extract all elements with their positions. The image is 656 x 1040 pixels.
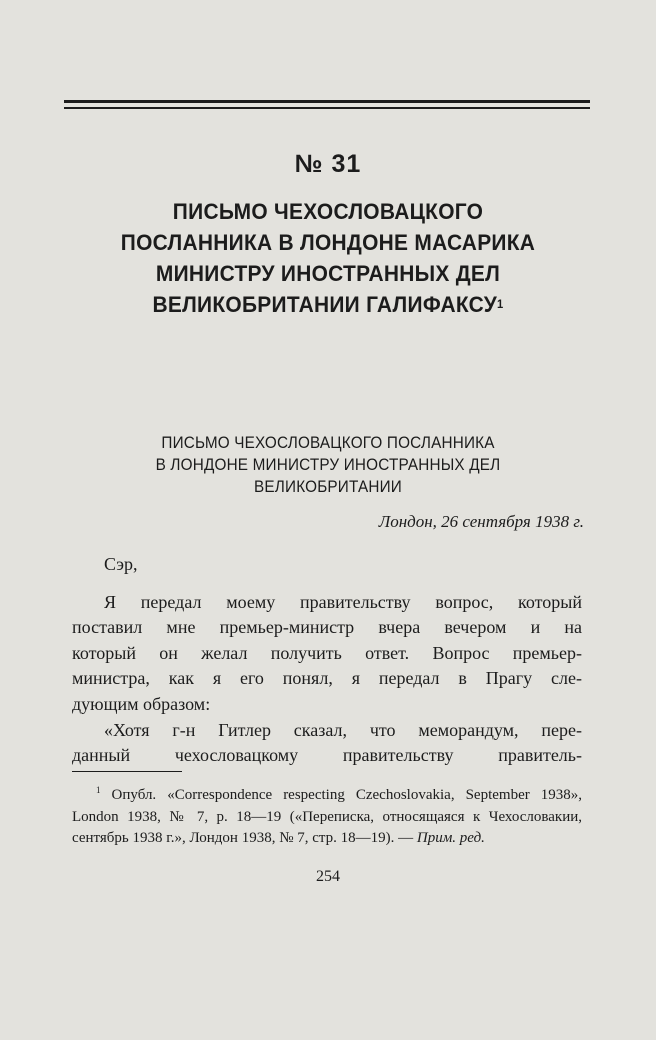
document-number: № 31	[294, 150, 362, 178]
subtitle-line: ВЕЛИКОБРИТАНИИ	[254, 477, 402, 496]
page-number: 254	[316, 868, 340, 885]
body-line: министра, как я его понял, я передал в Прагу сле-	[72, 668, 582, 689]
title-line-last	[60, 289, 596, 320]
title-line: МИНИСТРУ ИНОСТРАННЫХ ДЕЛ	[155, 261, 501, 286]
footnote	[72, 780, 582, 850]
footnote-body: Опубл. «Correspondence respecting Czechoslovakia, September 1938», London 1938, № 7, p. 18—19 («Переписка, относящаяся к Чехословакии, сентябрь 1938 г.», Лондон 1938, № 7, стр. 18—19). —	[72, 787, 583, 846]
header-rule	[64, 100, 590, 103]
body-line: который он желал получить ответ. Вопрос премьер-	[72, 642, 582, 663]
header-rule-secondary	[64, 107, 590, 109]
body-line: дующим образом:	[72, 693, 211, 714]
title-footnote-mark: 1	[497, 297, 504, 311]
body-line: Я передал моему правительству вопрос, который	[104, 591, 582, 612]
letter-body	[72, 552, 582, 769]
subtitle-line: ПИСЬМО ЧЕХОСЛОВАЦКОГО ПОСЛАННИКА	[161, 433, 495, 452]
document-title	[60, 196, 596, 320]
footnote-text	[72, 780, 582, 850]
editor-note: Прим. ред.	[416, 830, 485, 846]
title-line: ПОСЛАННИКА В ЛОНДОНЕ МАСАРИКА	[120, 230, 536, 255]
footnote-mark: 1	[96, 785, 101, 795]
document-subtitle	[69, 432, 587, 498]
body-line: «Хотя г-н Гитлер сказал, что меморандум, пере-	[104, 719, 582, 740]
subtitle-line: В ЛОНДОНЕ МИНИСТРУ ИНОСТРАННЫХ ДЕЛ	[155, 455, 501, 474]
footnote-rule	[72, 771, 182, 772]
body-line: данный чехословацкому правительству правитель-	[72, 745, 582, 766]
salutation: Сэр,	[104, 554, 138, 574]
dateline: Лондон, 26 сентября 1938 г.	[378, 512, 584, 531]
title-line-text: ВЕЛИКОБРИТАНИИ ГАЛИФАКСУ	[152, 292, 498, 317]
body-line: поставил мне премьер-министр вчера вечером и на	[72, 617, 582, 638]
title-line: ПИСЬМО ЧЕХОСЛОВАЦКОГО	[172, 199, 484, 224]
